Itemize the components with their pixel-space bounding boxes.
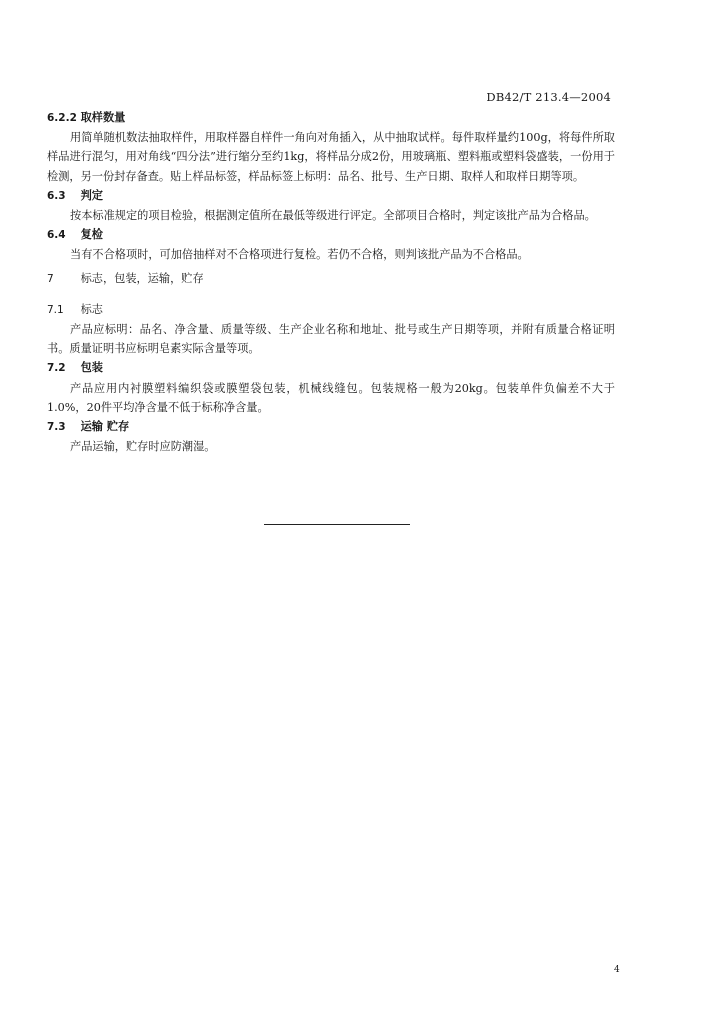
section-7-3-heading: [47, 417, 615, 437]
section-6-2-2-body: 用简单随机数法抽取样件，用取样器自样件一角向对角插入，从中抽取试样。每件取样量约100g，将每件所取样品进行混匀，用对角线“四分法”进行缩分至约1kg，将样品分成2份，用玻璃瓶、塑料瓶或塑料袋盛装，一份用于检测，另一份封存备查。贴上样品标签，样品标签上标明：品名、批号、生产日期、取样人和取样日期等项。: [47, 131, 615, 183]
section-number: 6.3: [47, 189, 66, 202]
section-number: 6.2.2: [47, 112, 77, 124]
section-7-1-heading: [47, 300, 615, 320]
section-title: 运输 贮存: [80, 419, 130, 434]
section-title: 复检: [80, 227, 103, 242]
section-7-1-body: 产品应标明：品名、净含量、质量等级、生产企业名称和地址、批号或生产日期等项，并附有质量合格证明书。质量证明书应标明皂素实际含量等项。: [47, 323, 615, 356]
end-of-standard-rule: [264, 524, 410, 525]
chapter-title: 标志，包装，运输，贮存: [80, 271, 204, 285]
page-number: 4: [614, 965, 620, 975]
section-number: 7.1: [47, 303, 64, 316]
section-6-4-heading: [47, 225, 615, 245]
section-title: 取样数量: [80, 110, 126, 124]
section-title: 包装: [80, 360, 103, 375]
standard-number: DB42/T 213.4—2004: [486, 90, 611, 104]
section-title: 标志: [80, 302, 103, 316]
section-number: 6.4: [47, 229, 66, 242]
section-number: 7.3: [47, 421, 66, 434]
section-7-3-body: 产品运输，贮存时应防潮湿。: [70, 440, 216, 454]
document-body: [47, 108, 615, 456]
section-7-2-body: 产品应用内衬膜塑料编织袋或膜塑袋包装，机械线缝包。包装规格一般为20kg。包装单件负偏差不大于1.0%，20件平均净含量不低于标称净含量。: [47, 381, 615, 414]
section-7-2-heading: [47, 358, 615, 378]
section-number: 7.2: [47, 362, 66, 375]
section-6-2-2-heading: [47, 108, 615, 128]
chapter-7-heading: [47, 269, 615, 289]
chapter-number: 7: [47, 272, 54, 285]
section-title: 判定: [80, 187, 103, 202]
section-6-3-body: 按本标准规定的项目检验，根据测定值所在最低等级进行评定。全部项目合格时，判定该批产品为合格品。: [70, 209, 596, 223]
section-6-4-body: 当有不合格项时，可加倍抽样对不合格项进行复检。若仍不合格，则判该批产品为不合格品。: [70, 248, 529, 262]
section-6-3-heading: [47, 186, 615, 206]
